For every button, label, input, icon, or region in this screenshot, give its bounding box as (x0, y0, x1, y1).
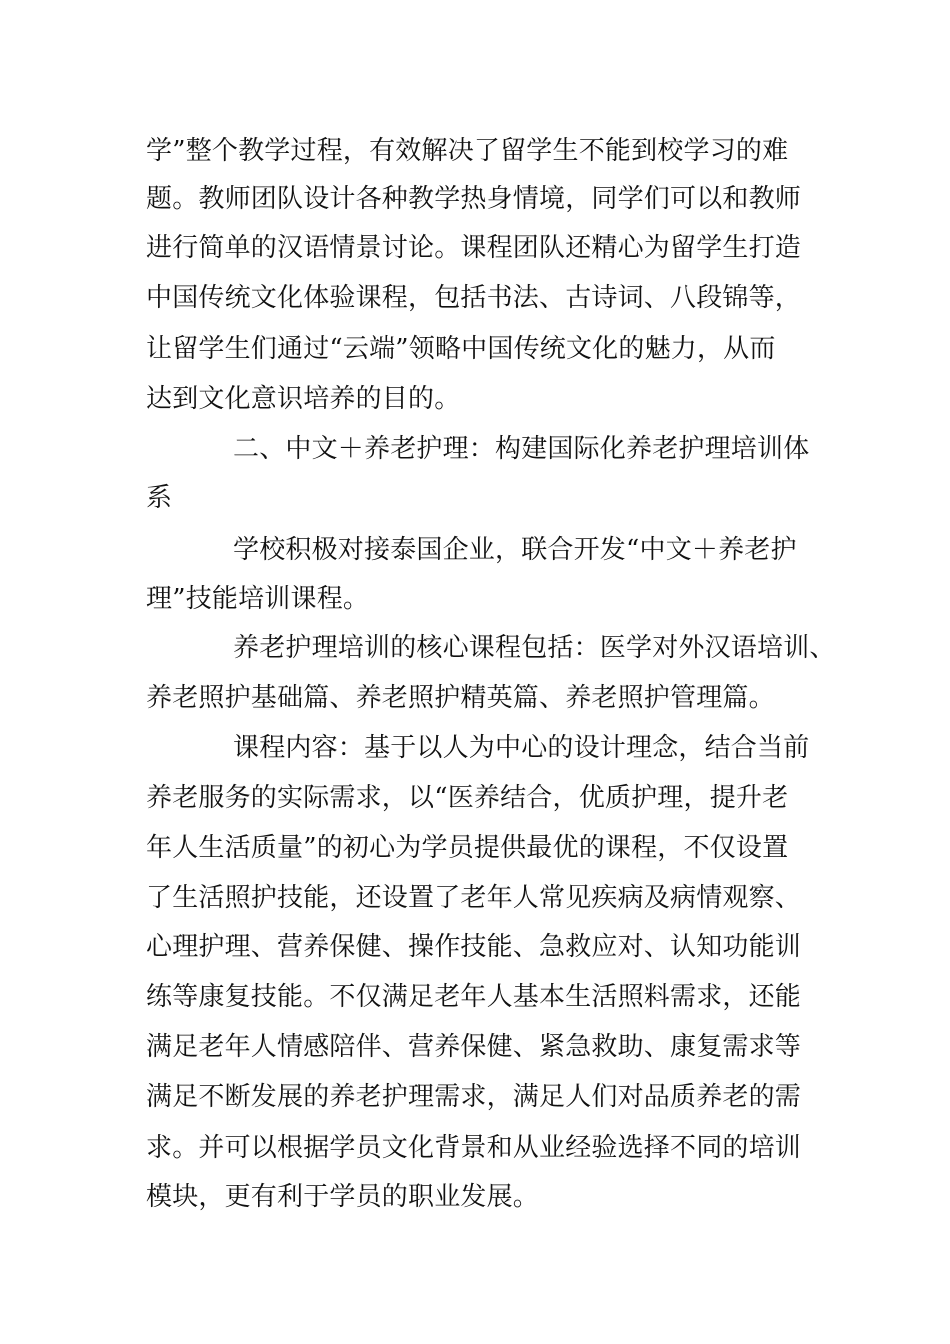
paragraph-line: 养老照护基础篇、养老照护精英篇、养老照护管理篇。 (146, 683, 775, 713)
paragraph-line: 学校积极对接泰国企业，联合开发“中文＋养老护 (233, 535, 797, 565)
paragraph-line: 年人生活质量”的初心为学员提供最优的课程，不仅设置 (146, 833, 789, 863)
paragraph-line: 课程内容：基于以人为中心的设计理念，结合当前 (233, 733, 810, 763)
paragraph-line: 进行简单的汉语情景讨论。课程团队还精心为留学生打造 (146, 233, 802, 263)
paragraph-line: 了生活照护技能，还设置了老年人常见疾病及病情观察、 (146, 883, 802, 913)
paragraph-line: 理”技能培训课程。 (146, 584, 370, 614)
paragraph-line: 满足老年人情感陪伴、营养保健、紧急救助、康复需求等 (146, 1032, 802, 1062)
paragraph-line: 满足不断发展的养老护理需求，满足人们对品质养老的需 (146, 1082, 802, 1112)
paragraph-line: 养老服务的实际需求，以“医养结合，优质护理，提升老 (146, 783, 789, 813)
paragraph-line: 学”整个教学过程，有效解决了留学生不能到校学习的难 (146, 136, 789, 166)
paragraph-line: 心理护理、营养保健、操作技能、急救应对、认知功能训 (146, 932, 802, 962)
paragraph-line: 让留学生们通过“云端”领略中国传统文化的魅力，从而 (146, 334, 776, 364)
paragraph-line: 中国传统文化体验课程，包括书法、古诗词、八段锦等， (146, 283, 802, 313)
paragraph-line: 模块，更有利于学员的职业发展。 (146, 1182, 540, 1212)
section-heading-line: 二、中文＋养老护理：构建国际化养老护理培训体 (233, 434, 810, 464)
paragraph-line: 练等康复技能。不仅满足老年人基本生活照料需求，还能 (146, 982, 802, 1012)
paragraph-line: 求。并可以根据学员文化背景和从业经验选择不同的培训 (146, 1133, 802, 1163)
paragraph-line: 达到文化意识培养的目的。 (146, 384, 461, 414)
section-heading-line: 系 (146, 483, 173, 513)
paragraph-line: 题。教师团队设计各种教学热身情境，同学们可以和教师 (146, 184, 802, 214)
paragraph-line: 养老护理培训的核心课程包括：医学对外汉语培训、 (233, 633, 836, 663)
